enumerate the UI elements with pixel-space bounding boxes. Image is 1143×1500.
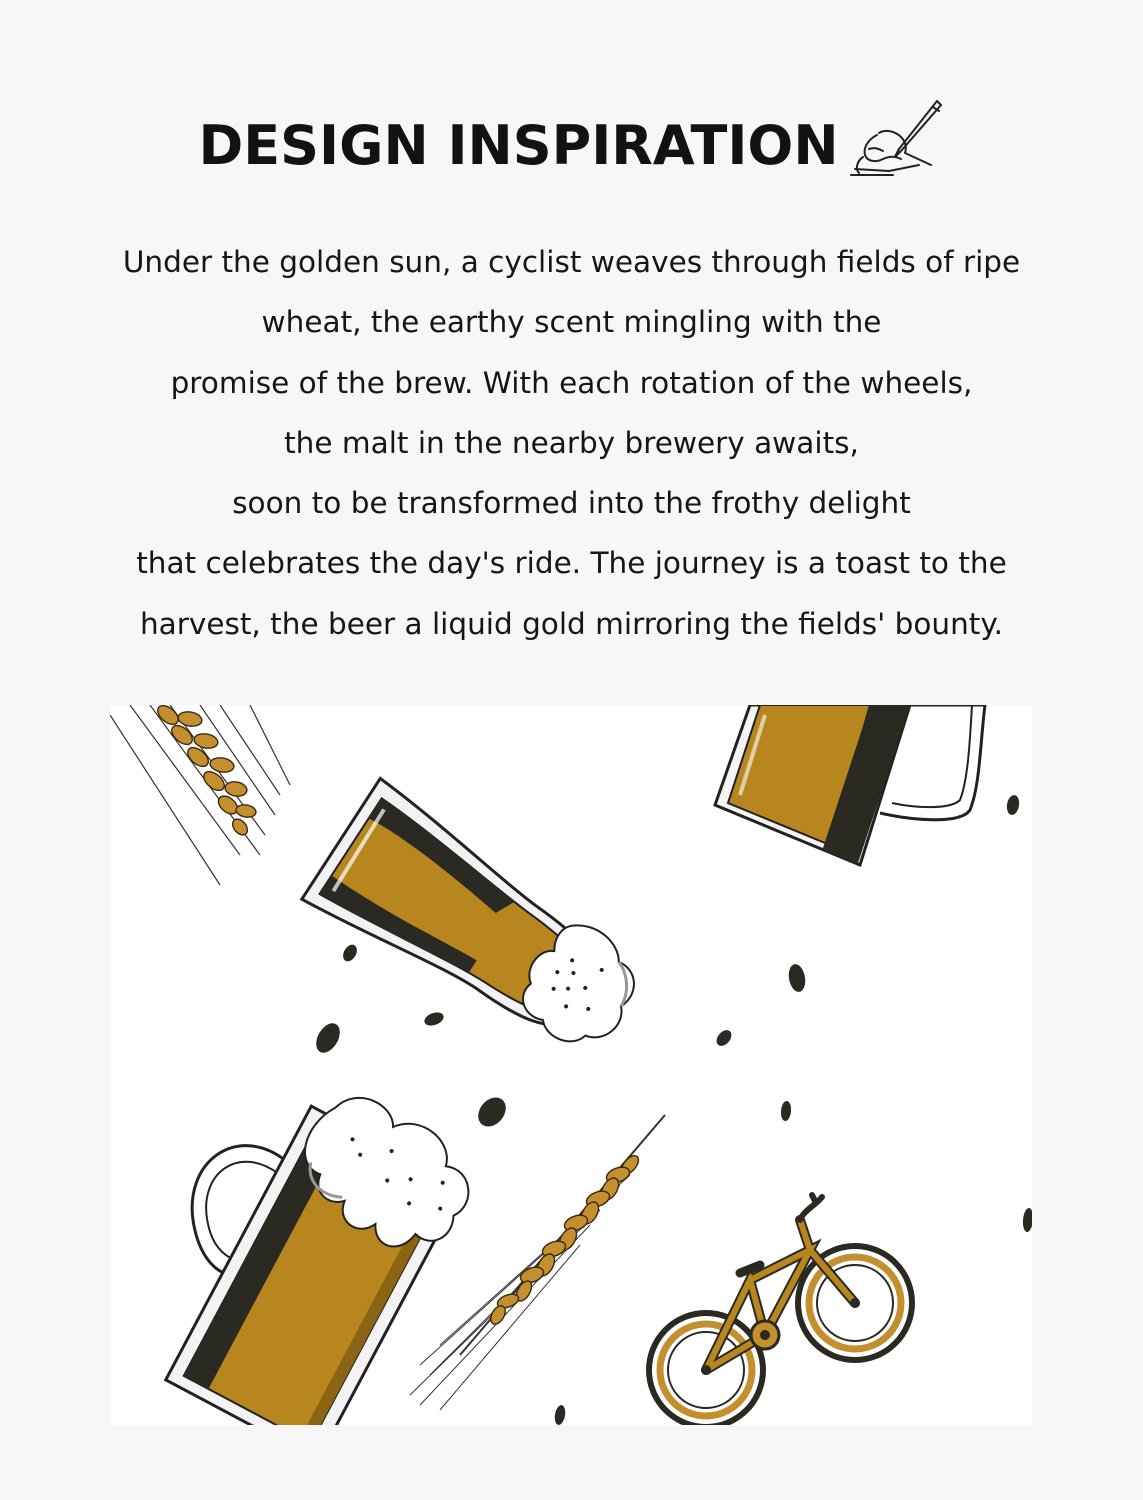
beer-glass-icon [302,778,660,1080]
description-text [60,232,1083,654]
pen-writing-icon [849,99,945,179]
beer-mug-icon [715,705,985,865]
heading-row [0,100,1143,190]
description-line: that celebrates the day's ride. The journey is a toast to the [136,546,1007,581]
description-line: wheat, the earthy scent mingling with the [261,305,882,340]
wheat-ear-icon [110,705,290,885]
pattern-illustration [110,705,1032,1425]
wheat-ear-icon [410,1115,665,1410]
illustration-canvas [110,705,1032,1425]
description-line: the malt in the nearby brewery awaits, [284,425,859,460]
description-line: Under the golden sun, a cyclist weaves through fields of ripe [122,245,1021,279]
page-title: DESIGN INSPIRATION [198,113,839,177]
description-line: soon to be transformed into the frothy delight [232,486,911,521]
bicycle-icon [649,1195,912,1425]
description-line: promise of the brew. With each rotation of the wheels, [170,365,973,400]
description-line: harvest, the beer a liquid gold mirroring the fields' bounty. [139,606,1004,641]
beer-mug-icon [110,1045,488,1425]
